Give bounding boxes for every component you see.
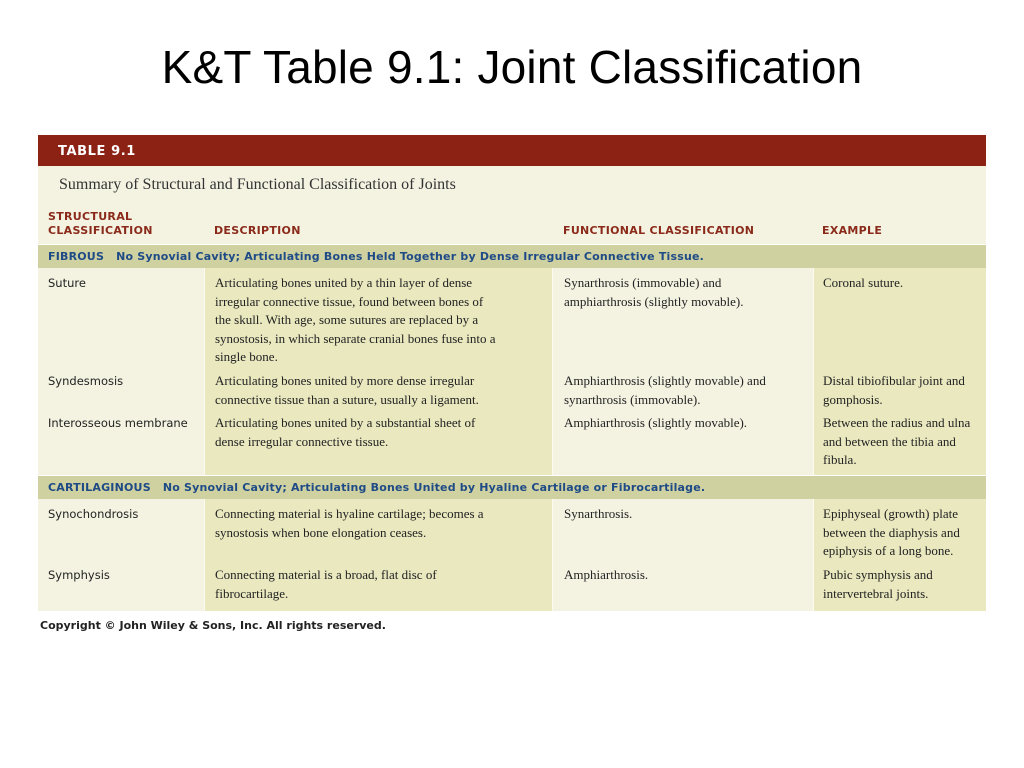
column-headers: [38, 204, 986, 244]
row-type: Syndesmosis: [48, 374, 124, 388]
column-example: [813, 499, 986, 611]
table-summary-area: [38, 166, 986, 244]
row-example: Coronal suture.: [823, 275, 904, 290]
row-description: Connecting material is hyaline cartilage; becomes a synostosis when bone elongation ceases.: [215, 506, 484, 540]
column-description: [204, 499, 552, 611]
copyright-notice: Copyright © John Wiley & Sons, Inc. All rights reserved.: [40, 619, 386, 632]
row-description: Articulating bones united by a thin layer of dense irregular connective tissue, found between bones of the skull. With age, some sutures are replaced by a synostosis, in which separate cranial bones fuse into a single bone.: [215, 275, 496, 364]
row-functional: Synarthrosis (immovable) and amphiarthrosis (slightly movable).: [564, 275, 744, 309]
row-example: Pubic symphysis and intervertebral joints.: [823, 567, 933, 601]
header-example: EXAMPLE: [822, 224, 883, 237]
row-type: Interosseous membrane: [48, 416, 188, 430]
column-structural: [38, 499, 204, 611]
section-bar-cartilaginous: [38, 475, 986, 499]
row-example: Epiphyseal (growth) plate between the diaphysis and epiphysis of a long bone.: [823, 506, 960, 558]
row-example: Between the radius and ulna and between the tibia and fibula.: [823, 415, 971, 467]
row-functional: Synarthrosis.: [564, 506, 633, 521]
row-description: Connecting material is a broad, flat disc of fibrocartilage.: [215, 567, 437, 601]
slide-title: K&T Table 9.1: Joint Classification: [161, 41, 863, 93]
section-bar-fibrous: [38, 244, 986, 268]
row-description: Articulating bones united by a substantial sheet of dense irregular connective tissue.: [215, 415, 476, 449]
section-note: No Synovial Cavity; Articulating Bones United by Hyaline Cartilage or Fibrocartilage.: [162, 481, 706, 494]
section-body-fibrous: [38, 268, 986, 475]
row-type: Symphysis: [48, 568, 110, 582]
row-functional: Amphiarthrosis (slightly movable) and synarthrosis (immovable).: [564, 373, 766, 407]
section-body-cartilaginous: [38, 499, 986, 611]
table-label: TABLE 9.1: [38, 135, 986, 166]
header-functional: FUNCTIONAL CLASSIFICATION: [563, 224, 755, 237]
row-type: Synochondrosis: [48, 507, 139, 521]
column-description: [204, 268, 552, 475]
row-functional: Amphiarthrosis.: [564, 567, 649, 582]
column-functional: [552, 499, 813, 611]
section-name: CARTILAGINOUS: [48, 481, 151, 494]
table-caption: Summary of Structural and Functional Classification of Joints: [59, 176, 456, 193]
column-functional: [552, 268, 813, 475]
column-example: [813, 268, 986, 475]
column-structural: [38, 268, 204, 475]
row-example: Distal tibiofibular joint and gomphosis.: [823, 373, 965, 407]
row-functional: Amphiarthrosis (slightly movable).: [564, 415, 748, 430]
header-description: DESCRIPTION: [214, 224, 301, 237]
section-name: FIBROUS: [48, 250, 105, 263]
header-structural: STRUCTURAL CLASSIFICATION: [48, 210, 153, 237]
row-description: Articulating bones united by more dense irregular connective tissue than a suture, usually a ligament.: [215, 373, 479, 407]
section-note: No Synovial Cavity; Articulating Bones Held Together by Dense Irregular Connective Tissue.: [116, 250, 705, 263]
joint-classification-table: [38, 135, 986, 632]
row-type: Suture: [48, 276, 86, 290]
